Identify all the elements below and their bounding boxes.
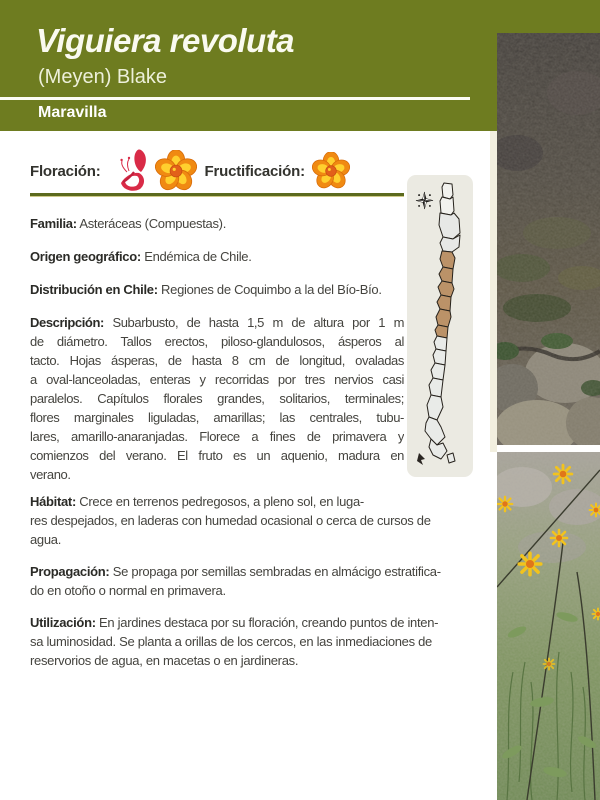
section-propagacion: [30, 562, 497, 600]
section-label: Origen geográfico:: [30, 249, 141, 264]
flower-icon: [155, 150, 197, 192]
text-line: paralelos. Capítulos florales grandes, solitarios, terminales;: [30, 391, 404, 406]
section-label: Hábitat:: [30, 494, 76, 509]
section-label: Descripción:: [30, 315, 104, 330]
text-line: comienzos del verano. El fruto es un aquenio, madura en: [30, 448, 404, 463]
text-line: tacto. Hojas ásperas, de hasta 8 cm de longitud, ovaladas: [30, 353, 404, 368]
south-arrow-icon: [417, 453, 425, 465]
text-line: de diámetro. Tallos erectos, piloso-glandulosos, ásperos al: [30, 334, 404, 349]
text-line: a oval-lanceoladas, enteras y recorridas por tres nervios casi: [30, 372, 404, 387]
page-title: Viguiera revoluta: [36, 22, 295, 59]
section-habitat: [30, 492, 497, 549]
yellow-flowers-photo: [497, 452, 600, 800]
text-line: Descripción: Subarbusto, de hasta 1,5 m de altura por 1 m: [30, 315, 404, 330]
text-line: do en otoño o normal en primavera.: [30, 583, 226, 598]
author-name: (Meyen) Blake: [38, 66, 167, 88]
fructificacion-label: Fructificación:: [204, 162, 305, 180]
section-label: Utilización:: [30, 615, 96, 630]
section-label: Propagación:: [30, 564, 110, 579]
text-line: flores marginales liguladas, amarillas; las centrales, tubu-: [30, 410, 404, 425]
section-utilizacion: [30, 613, 497, 670]
text-line: Distribución en Chile: Regiones de Coquimbo a la del Bío-Bío.: [30, 282, 382, 297]
rocky-slope-photo: [497, 33, 600, 445]
text-line: Familia: Asteráceas (Compuestas).: [30, 216, 227, 231]
floracion-label: Floración:: [30, 162, 101, 180]
butterfly-icon: [113, 148, 153, 194]
compass-icon: [416, 192, 433, 209]
text-line: Propagación: Se propaga por semillas sembradas en almácigo estratifica-: [30, 564, 441, 579]
section-descripcion: [30, 313, 404, 484]
section-label: Distribución en Chile:: [30, 282, 158, 297]
common-name-label: Maravilla: [38, 104, 107, 121]
text-line: Origen geográfico: Endémica de Chile.: [30, 249, 252, 264]
text-line: sa luminosidad. Se planta a orillas de los cercos, en las inmediaciones de: [30, 634, 432, 649]
text-line: lares, amarillo-anaranjadas. Florece a fines de primavera y: [30, 429, 404, 444]
section-divider: [30, 193, 404, 197]
flower-icon: [312, 152, 350, 190]
section-label: Familia:: [30, 216, 77, 231]
text-line: Hábitat: Crece en terrenos pedregosos, a pleno sol, en luga-: [30, 494, 364, 509]
text-line: agua.: [30, 532, 62, 547]
text-line: verano.: [30, 467, 71, 482]
chile-distribution-map: [407, 175, 473, 477]
phenology-row: [30, 146, 350, 196]
text-line: reservorios de agua, en macetas o en jardineras.: [30, 653, 299, 668]
text-line: res despejados, en laderas con humedad ocasional o cerca de cursos de: [30, 513, 431, 528]
photo-edge-strip: [490, 131, 497, 452]
text-line: Utilización: En jardines destaca por su floración, creando puntos de inten-: [30, 615, 439, 630]
header-divider: [0, 97, 470, 100]
